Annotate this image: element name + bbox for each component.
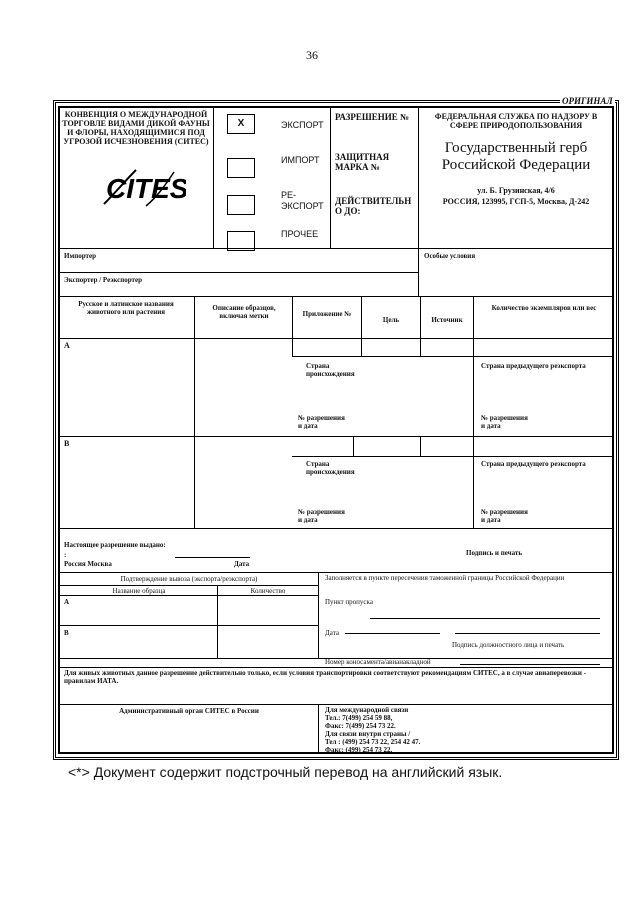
row-b-origin-country: Страна происхождения: [306, 460, 355, 476]
checkpoint-label: Пункт пропуска: [325, 598, 373, 606]
row-a-prev-permit-date: № разрешения и дата: [481, 414, 528, 430]
other-label: ПРОЧЕЕ: [281, 229, 319, 239]
row-a-origin-country: Страна происхождения: [306, 362, 355, 378]
header-quantity: Количество экземпляров или вес: [491, 304, 597, 312]
row-b-prev-permit-date: № разрешения и дата: [481, 508, 528, 524]
dom-fax: Факс: (499) 254 73 22.: [325, 746, 393, 754]
header-description: Описание образцов, включая метки: [212, 304, 276, 320]
customs-date-label: Дата: [325, 629, 339, 637]
issued-date-label: Дата: [234, 560, 250, 568]
importer-label: Импортер: [64, 252, 96, 260]
cites-logo-text: CITES: [106, 173, 186, 204]
import-label: ИМПОРТ: [281, 155, 320, 165]
exporter-label: Экспортер / Реэкспортер: [64, 276, 142, 284]
row-a-label: А: [64, 341, 70, 350]
cites-logo: [96, 162, 186, 214]
authority-address-2: РОССИЯ, 123995, ГСП-5, Москва, Д-242: [442, 197, 590, 206]
export-checkbox[interactable]: X: [227, 114, 255, 134]
row-b-permit-date: № разрешения и дата: [298, 508, 345, 524]
intl-tel: Тел.: 7(499) 254 59 88,: [325, 714, 393, 722]
page-number: 36: [306, 48, 318, 62]
confirmation-header: Подтверждение вывоза (экспорта/реэкспорта): [120, 575, 258, 583]
import-checkbox[interactable]: [227, 158, 255, 178]
header-names: Русское и латинское названия животного или растения: [78, 300, 174, 316]
coat-of-arms: Государственный герб Российской Федерации: [441, 140, 591, 173]
export-label: ЭКСПОРТ: [281, 120, 324, 130]
header-appendix: Приложение №: [302, 310, 352, 318]
header-source: Источник: [431, 316, 463, 324]
other-checkbox[interactable]: [227, 231, 255, 251]
original-stamp: ОРИГИНАЛ: [562, 96, 613, 106]
valid-until-label: ДЕЙСТВИТЕЛЬН О ДО:: [335, 196, 412, 216]
special-conditions-label: Особые условия: [424, 252, 476, 260]
confirm-row-b: В: [64, 629, 69, 637]
signature-stamp-label: Подпись и печать: [466, 549, 523, 557]
quantity-header: Количество: [250, 587, 286, 595]
row-b-prev-reexport: Страна предыдущего реэкспорта: [481, 460, 586, 468]
header-purpose: Цель: [382, 316, 400, 324]
issued-label: Настоящее разрешение выдано:: [64, 541, 166, 549]
issued-place: Россия Москва: [64, 560, 112, 568]
security-stamp-label: ЗАЩИТНАЯ МАРКА №: [335, 152, 390, 172]
customs-note: Заполняется в пункте пересечения таможенной границы Российской Федерации: [325, 574, 565, 582]
row-a-permit-date: № разрешения и дата: [298, 414, 345, 430]
cites-authority-label: Административный орган СИТЕС в России: [119, 707, 259, 715]
reexport-label: РЕ- ЭКСПОРТ: [281, 190, 324, 211]
issued-colon: :: [64, 551, 67, 559]
bill-of-lading-label: Номер коносамента/авианакладной: [325, 658, 431, 666]
intl-contact-title: Для международной связи: [325, 706, 409, 714]
official-signature-label: Подпись должностного лица и печать: [452, 641, 565, 649]
confirm-row-a: А: [64, 598, 70, 606]
row-b-label: В: [64, 439, 70, 448]
authority-address-1: ул. Б. Грузинская, 4/6: [477, 186, 555, 195]
footnote: <*> Документ содержит подстрочный перевод на английский язык.: [68, 764, 503, 780]
dom-tel: Тел : (499) 254 73 22, 254 42 47.: [325, 738, 421, 746]
authority-name: ФЕДЕРАЛЬНАЯ СЛУЖБА ПО НАДЗОРУ В СФЕРЕ ПРИРОДОПОЛЬЗОВАНИЯ: [434, 112, 598, 130]
convention-title: КОНВЕНЦИЯ О МЕЖДУНАРОДНОЙ ТОРГОВЛЕ ВИДАМИ ДИКОЙ ФАУНЫ И ФЛОРЫ, НАХОДЯЩИМИСЯ ПОД УГРОЗОЙ ИСЧЕЗНОВЕНИЯ (СИТЕС): [62, 110, 210, 146]
row-a-prev-reexport: Страна предыдущего реэкспорта: [481, 362, 586, 370]
reexport-checkbox[interactable]: [227, 195, 255, 215]
dom-contact-title: Для связи внутри страны /: [325, 730, 411, 738]
specimen-name-header: Название образца: [112, 587, 166, 595]
intl-fax: Факс: 7(499) 254 73 22.: [325, 722, 396, 730]
live-animals-note: Для живых животных данное разрешение действительно только, если условия транспортировки соответствуют рекомендациям СИТЕС, а в случае авиаперевозки - правилам ИАТА.: [64, 669, 587, 685]
permit-number-label: РАЗРЕШЕНИЕ №: [335, 112, 410, 122]
